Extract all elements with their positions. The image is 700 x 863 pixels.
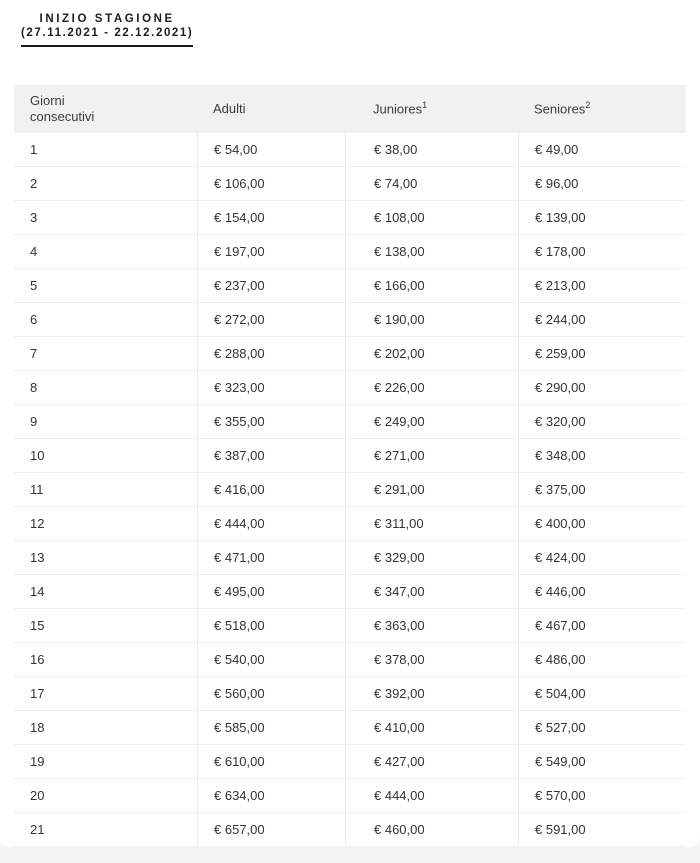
juniores-price-cell: € 74,00 — [345, 167, 518, 200]
juniores-price-cell: € 226,00 — [345, 371, 518, 404]
seniores-price-cell: € 527,00 — [518, 711, 686, 744]
seniores-price-cell: € 446,00 — [518, 575, 686, 608]
juniores-price-cell: € 329,00 — [345, 541, 518, 574]
table-row — [14, 677, 686, 711]
table-row — [14, 337, 686, 371]
days-cell: 16 — [30, 652, 45, 667]
adulti-price-cell: € 560,00 — [197, 677, 345, 710]
table-row — [14, 473, 686, 507]
column-header-days-label: Giorni consecutivi — [30, 92, 95, 124]
adulti-price-cell: € 288,00 — [197, 337, 345, 370]
days-cell: 20 — [30, 788, 45, 803]
days-cell: 2 — [30, 176, 38, 191]
days-cell: 15 — [30, 618, 45, 633]
adulti-price-cell: € 237,00 — [197, 269, 345, 302]
seniores-price-cell: € 467,00 — [518, 609, 686, 642]
seniores-price-cell: € 259,00 — [518, 337, 686, 370]
adulti-price-cell: € 540,00 — [197, 643, 345, 676]
table-row — [14, 167, 686, 201]
season-title-block — [21, 13, 193, 47]
juniores-price-cell: € 291,00 — [345, 473, 518, 506]
table-row — [14, 813, 686, 847]
juniores-price-cell: € 460,00 — [345, 813, 518, 846]
seniores-price-cell: € 96,00 — [518, 167, 686, 200]
adulti-price-cell: € 471,00 — [197, 541, 345, 574]
days-cell: 3 — [30, 210, 38, 225]
seniores-price-cell: € 320,00 — [518, 405, 686, 438]
days-cell: 11 — [30, 482, 44, 497]
table-row — [14, 643, 686, 677]
days-cell: 5 — [30, 278, 38, 293]
price-table — [14, 85, 686, 847]
adulti-price-cell: € 387,00 — [197, 439, 345, 472]
juniores-price-cell: € 363,00 — [345, 609, 518, 642]
seniores-price-cell: € 400,00 — [518, 507, 686, 540]
column-header-adulti — [197, 101, 345, 117]
days-cell: 18 — [30, 720, 45, 735]
days-cell: 8 — [30, 380, 38, 395]
column-header-adulti-label: Adulti — [213, 100, 246, 116]
days-cell: 6 — [30, 312, 38, 327]
days-cell: 17 — [30, 686, 45, 701]
table-row — [14, 371, 686, 405]
juniores-price-cell: € 427,00 — [345, 745, 518, 778]
adulti-price-cell: € 634,00 — [197, 779, 345, 812]
days-cell: 7 — [30, 346, 38, 361]
season-date-range: (27.11.2021 - 22.12.2021) — [21, 27, 194, 39]
seniores-price-cell: € 290,00 — [518, 371, 686, 404]
days-cell: 1 — [30, 142, 38, 157]
seniores-price-cell: € 486,00 — [518, 643, 686, 676]
adulti-price-cell: € 495,00 — [197, 575, 345, 608]
seniores-price-cell: € 49,00 — [518, 133, 686, 166]
juniores-price-cell: € 138,00 — [345, 235, 518, 268]
juniores-price-cell: € 311,00 — [345, 507, 518, 540]
adulti-price-cell: € 355,00 — [197, 405, 345, 438]
seniores-price-cell: € 424,00 — [518, 541, 686, 574]
seniores-price-cell: € 348,00 — [518, 439, 686, 472]
juniores-footnote-marker: 1 — [422, 100, 428, 111]
juniores-price-cell: € 166,00 — [345, 269, 518, 302]
juniores-price-cell: € 202,00 — [345, 337, 518, 370]
column-header-seniores-label: Seniores — [534, 101, 586, 117]
table-row — [14, 269, 686, 303]
seniores-footnote-marker: 2 — [585, 100, 591, 111]
juniores-price-cell: € 108,00 — [345, 201, 518, 234]
table-row — [14, 541, 686, 575]
adulti-price-cell: € 323,00 — [197, 371, 345, 404]
juniores-price-cell: € 38,00 — [345, 133, 518, 166]
adulti-price-cell: € 585,00 — [197, 711, 345, 744]
days-cell: 21 — [30, 822, 45, 837]
table-row — [14, 439, 686, 473]
table-body — [14, 133, 686, 847]
table-row — [14, 201, 686, 235]
page-footer-strip — [0, 847, 700, 863]
adulti-price-cell: € 197,00 — [197, 235, 345, 268]
adulti-price-cell: € 54,00 — [197, 133, 345, 166]
table-row — [14, 609, 686, 643]
adulti-price-cell: € 106,00 — [197, 167, 345, 200]
table-row — [14, 711, 686, 745]
days-cell: 9 — [30, 414, 38, 429]
adulti-price-cell: € 657,00 — [197, 813, 345, 846]
seniores-price-cell: € 504,00 — [518, 677, 686, 710]
juniores-price-cell: € 249,00 — [345, 405, 518, 438]
season-title: INIZIO STAGIONE — [39, 13, 175, 25]
seniores-price-cell: € 213,00 — [518, 269, 686, 302]
days-cell: 10 — [30, 448, 45, 463]
seniores-price-cell: € 178,00 — [518, 235, 686, 268]
table-header-row — [14, 85, 686, 133]
table-row — [14, 745, 686, 779]
days-cell: 14 — [30, 584, 45, 599]
table-row — [14, 405, 686, 439]
table-row — [14, 575, 686, 609]
juniores-price-cell: € 347,00 — [345, 575, 518, 608]
days-cell: 4 — [30, 244, 38, 259]
adulti-price-cell: € 518,00 — [197, 609, 345, 642]
seniores-price-cell: € 549,00 — [518, 745, 686, 778]
juniores-price-cell: € 444,00 — [345, 779, 518, 812]
column-header-juniores — [345, 100, 518, 118]
table-row — [14, 779, 686, 813]
juniores-price-cell: € 378,00 — [345, 643, 518, 676]
adulti-price-cell: € 416,00 — [197, 473, 345, 506]
column-header-juniores-label: Juniores — [373, 101, 423, 117]
column-header-days — [14, 93, 197, 126]
table-row — [14, 133, 686, 167]
days-cell: 19 — [30, 754, 45, 769]
column-header-seniores — [518, 100, 686, 118]
seniores-price-cell: € 244,00 — [518, 303, 686, 336]
adulti-price-cell: € 610,00 — [197, 745, 345, 778]
juniores-price-cell: € 190,00 — [345, 303, 518, 336]
table-row — [14, 235, 686, 269]
juniores-price-cell: € 410,00 — [345, 711, 518, 744]
adulti-price-cell: € 154,00 — [197, 201, 345, 234]
adulti-price-cell: € 272,00 — [197, 303, 345, 336]
table-row — [14, 507, 686, 541]
juniores-price-cell: € 271,00 — [345, 439, 518, 472]
table-row — [14, 303, 686, 337]
seniores-price-cell: € 570,00 — [518, 779, 686, 812]
juniores-price-cell: € 392,00 — [345, 677, 518, 710]
seniores-price-cell: € 591,00 — [518, 813, 686, 846]
days-cell: 13 — [30, 550, 45, 565]
seniores-price-cell: € 139,00 — [518, 201, 686, 234]
days-cell: 12 — [30, 516, 45, 531]
seniores-price-cell: € 375,00 — [518, 473, 686, 506]
adulti-price-cell: € 444,00 — [197, 507, 345, 540]
